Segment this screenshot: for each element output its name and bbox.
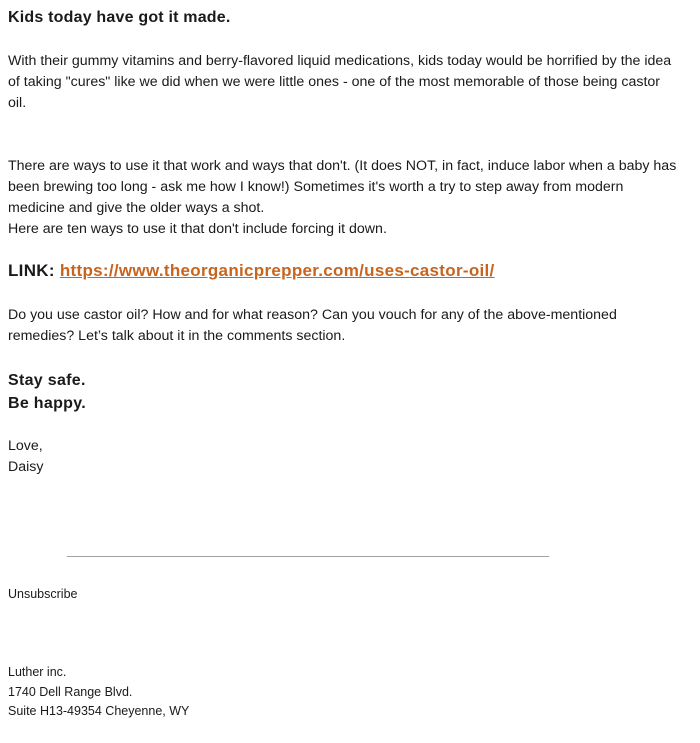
signoff — [8, 369, 86, 415]
unsubscribe-link[interactable]: Unsubscribe — [8, 587, 78, 601]
sender-address — [8, 663, 189, 722]
footer-divider — [67, 556, 549, 557]
paragraph-intro: With their gummy vitamins and berry-flavored liquid medications, kids today would be horrified by the idea of taking "cures" like we did when we were little ones - one of the most memorable of those being castor oil. — [8, 53, 672, 111]
closing — [8, 436, 43, 478]
address-city: Suite H13-49354 Cheyenne, WY — [8, 704, 190, 718]
address-company: Luther inc. — [8, 665, 67, 679]
signoff-be-happy: Be happy. — [8, 395, 86, 412]
paragraph-question: Do you use castor oil? How and for what reason? Can you vouch for any of the above-mentioned remedies? Let’s talk about it in the comments section. — [8, 307, 617, 344]
email-heading: Kids today have got it made. — [8, 9, 231, 26]
address-street: 1740 Dell Range Blvd. — [8, 684, 133, 699]
paragraph-usage: There are ways to use it that work and ways that don't. (It does NOT, in fact, induce labor when a baby has been brewing too long - ask me how I know!) Sometimes it's worth a try to step away from modern medicine and give the older ways a shot. — [8, 158, 677, 216]
paragraph-ten-ways: Here are ten ways to use it that don't include forcing it down. — [8, 221, 387, 237]
closing-love: Love, — [8, 438, 43, 454]
closing-author: Daisy — [8, 459, 44, 475]
link-label: LINK: — [8, 261, 55, 280]
link-line — [8, 261, 495, 281]
signoff-stay-safe: Stay safe. — [8, 372, 86, 389]
article-link[interactable]: https://www.theorganicprepper.com/uses-castor-oil/ — [59, 261, 495, 280]
